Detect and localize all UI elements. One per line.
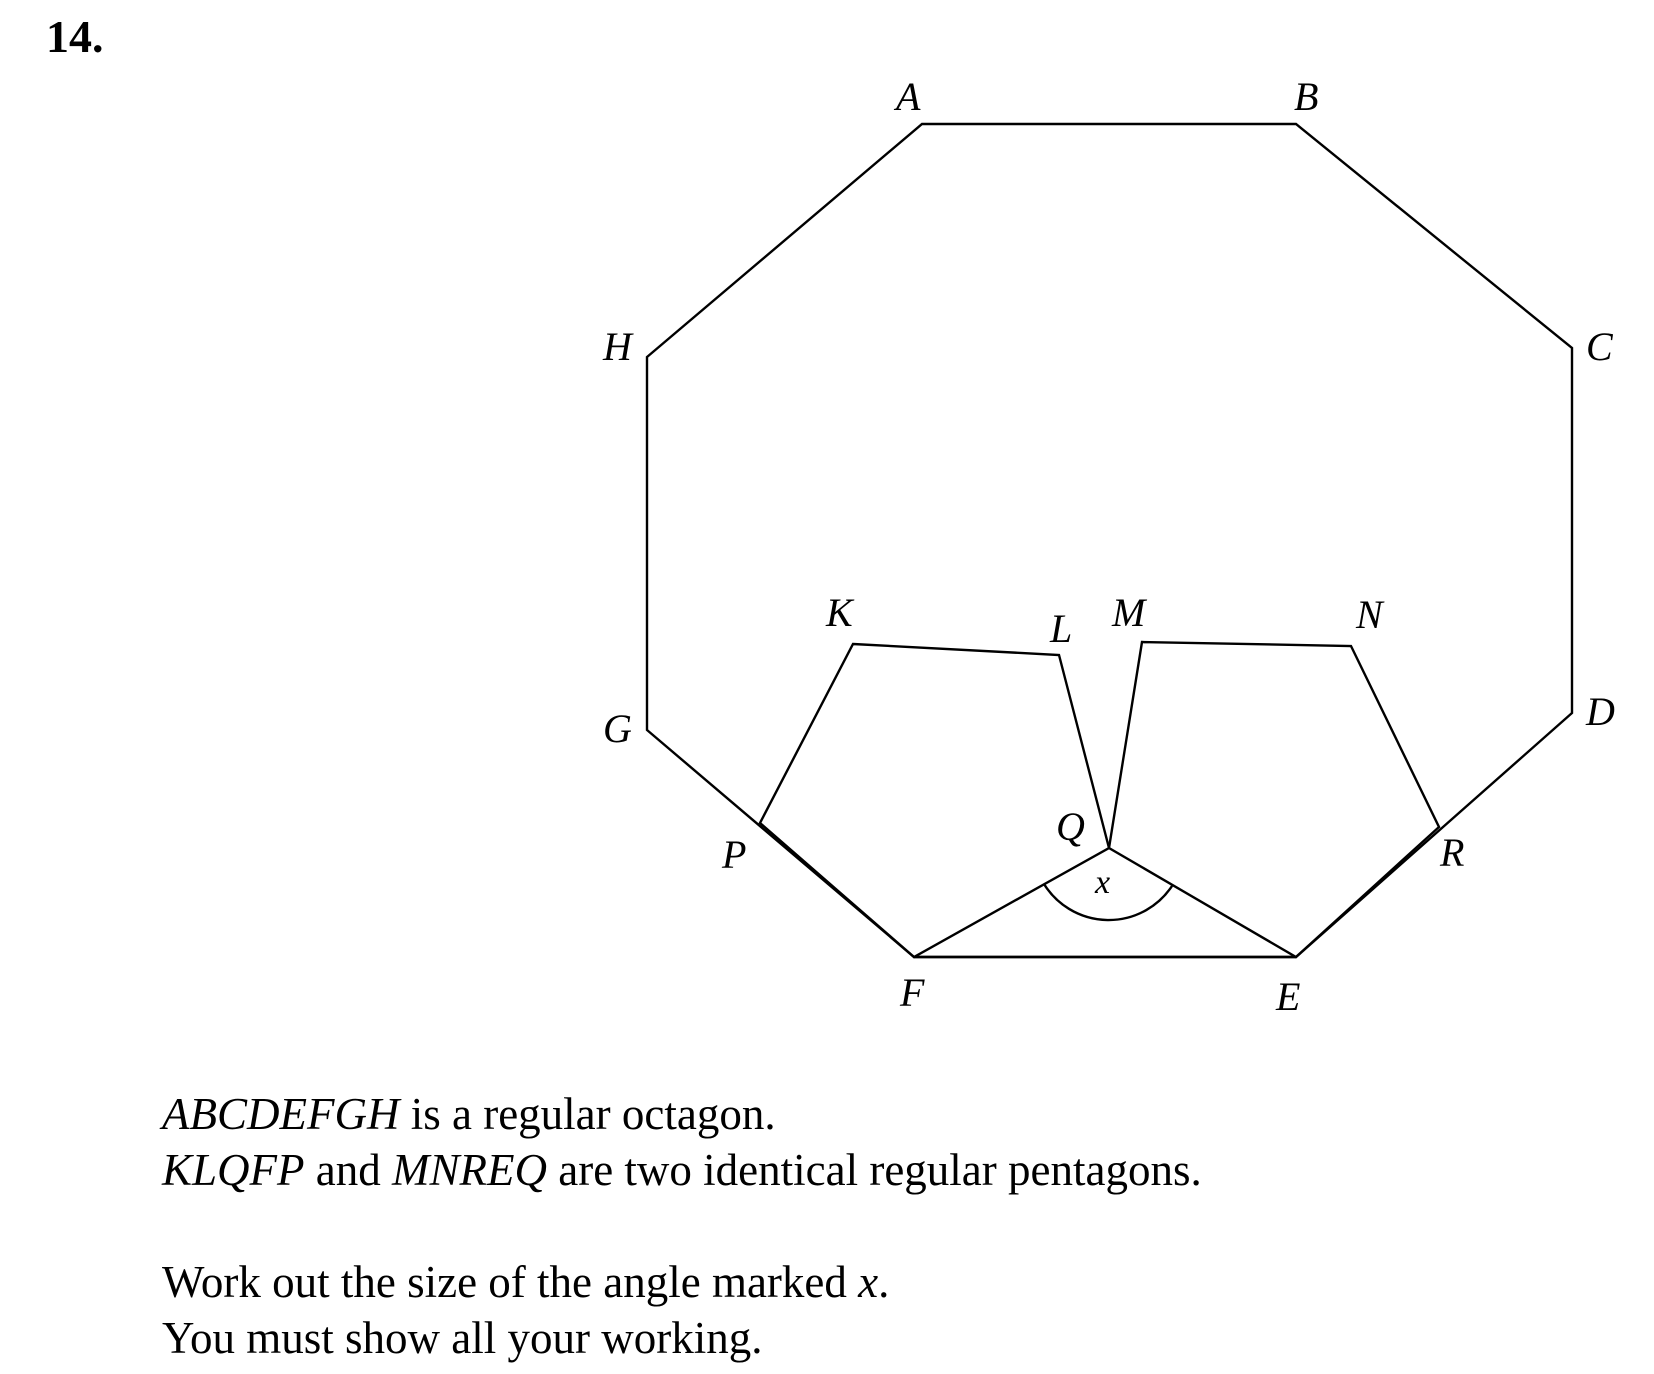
label-point-m: M xyxy=(1112,590,1146,635)
pentagon-name-2: MNREQ xyxy=(392,1145,547,1195)
label-point-r: R xyxy=(1440,830,1465,875)
statement-pentagons xyxy=(162,1142,1202,1198)
task-variable: x xyxy=(858,1257,879,1307)
pentagon-name-1: KLQFP xyxy=(162,1145,305,1195)
task-instruction-text: Work out the size of the angle marked xyxy=(162,1257,859,1307)
label-point-d: D xyxy=(1586,689,1615,734)
pentagon-mnreq xyxy=(1109,642,1439,957)
label-point-c: C xyxy=(1586,324,1613,369)
task-instruction-end: . xyxy=(878,1257,890,1307)
label-point-l: L xyxy=(1050,606,1073,651)
label-point-k: K xyxy=(826,590,853,635)
octagon-name: ABCDEFGH xyxy=(162,1089,400,1139)
label-point-a: A xyxy=(896,74,921,119)
task-working-note: You must show all your working. xyxy=(162,1313,763,1363)
question-number: 14. xyxy=(46,11,104,62)
statement-octagon xyxy=(162,1086,1202,1142)
label-point-n: N xyxy=(1356,592,1383,637)
label-point-f: F xyxy=(900,970,925,1015)
label-point-e: E xyxy=(1276,974,1301,1019)
statement-octagon-text: is a regular octagon. xyxy=(399,1089,776,1139)
label-point-b: B xyxy=(1294,74,1319,119)
pentagon-klqfp xyxy=(760,644,1109,957)
question-statements xyxy=(162,1086,1202,1198)
statement-and: and xyxy=(304,1145,392,1195)
label-point-h: H xyxy=(603,324,632,369)
statement-pentagons-text: are two identical regular pentagons. xyxy=(546,1145,1202,1195)
label-point-g: G xyxy=(603,706,632,751)
question-task xyxy=(162,1254,889,1366)
label-point-q: Q xyxy=(1056,804,1085,849)
task-instruction xyxy=(162,1254,889,1310)
label-point-p: P xyxy=(722,832,747,877)
angle-label-x: x xyxy=(1095,864,1111,901)
